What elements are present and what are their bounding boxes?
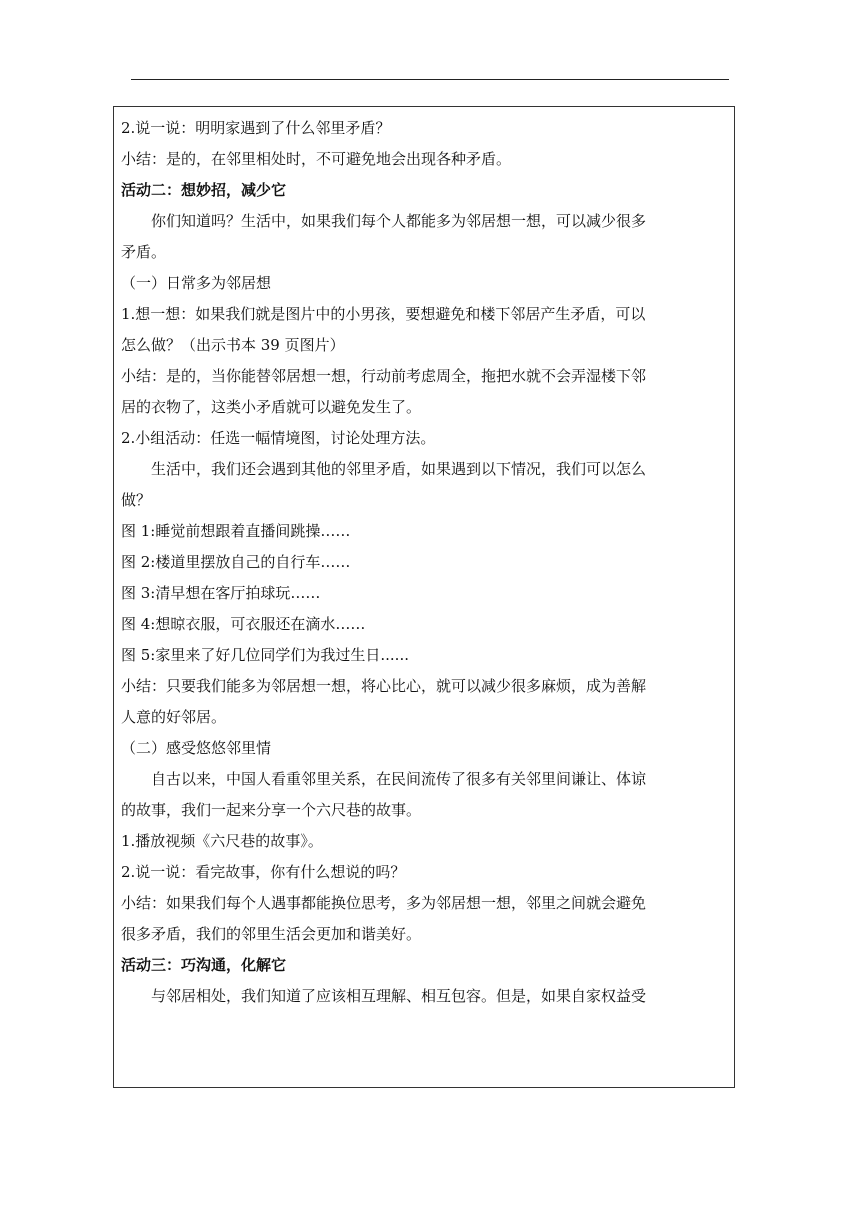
text-line: 图 3:清早想在客厅拍球玩…… — [121, 584, 321, 602]
text-line: 1.播放视频《六尺巷的故事》。 — [121, 832, 323, 850]
text-line: 与邻居相处，我们知道了应该相互理解、相互包容。但是，如果自家权益受 — [151, 987, 647, 1005]
text-line: （二）感受悠悠邻里情 — [121, 739, 272, 757]
text-line: 2.说一说：看完故事，你有什么想说的吗？ — [121, 863, 406, 881]
text-line: 怎么做？（出示书本 39 页图片） — [121, 336, 345, 354]
text-line: 的故事，我们一起来分享一个六尺巷的故事。 — [121, 801, 422, 819]
text-line: 1.想一想：如果我们就是图片中的小男孩，要想避免和楼下邻居产生矛盾，可以 — [121, 305, 646, 323]
text-line: 图 2:楼道里摆放自己的自行车…… — [121, 553, 351, 571]
lesson-table-cell — [113, 106, 735, 1088]
section-heading: 活动二：想妙招，减少它 — [121, 181, 287, 199]
text-line: 矛盾。 — [121, 243, 167, 261]
text-line: 图 5:家里来了好几位同学们为我过生日...... — [121, 646, 409, 664]
text-line: 图 1:睡觉前想跟着直播间跳操…… — [121, 522, 351, 540]
text-line: 你们知道吗？生活中，如果我们每个人都能多为邻居想一想，可以减少很多 — [151, 212, 647, 230]
header-rule — [131, 79, 729, 80]
text-line: 图 4:想晾衣服，可衣服还在滴水…… — [121, 615, 366, 633]
text-line: 人意的好邻居。 — [121, 708, 227, 726]
text-line: 很多矛盾，我们的邻里生活会更加和谐美好。 — [121, 925, 422, 943]
text-line: 自古以来，中国人看重邻里关系，在民间流传了很多有关邻里间谦让、体谅 — [151, 770, 647, 788]
text-line: （一）日常多为邻居想 — [121, 274, 272, 292]
text-line: 小结：只要我们能多为邻居想一想，将心比心，就可以减少很多麻烦，成为善解 — [121, 677, 647, 695]
text-line: 小结：是的，当你能替邻居想一想，行动前考虑周全，拖把水就不会弄湿楼下邻 — [121, 367, 647, 385]
text-line: 2.说一说：明明家遇到了什么邻里矛盾？ — [121, 119, 391, 137]
text-line: 生活中，我们还会遇到其他的邻里矛盾，如果遇到以下情况，我们可以怎么 — [151, 460, 647, 478]
section-heading: 活动三：巧沟通，化解它 — [121, 956, 287, 974]
text-line: 小结：如果我们每个人遇事都能换位思考，多为邻居想一想，邻里之间就会避免 — [121, 894, 647, 912]
lesson-content — [121, 113, 729, 1012]
text-line: 2.小组活动：任选一幅情境图，讨论处理方法。 — [121, 429, 436, 447]
text-line: 做？ — [121, 491, 152, 509]
text-line: 小结：是的，在邻里相处时，不可避免地会出现各种矛盾。 — [121, 150, 512, 168]
text-line: 居的衣物了，这类小矛盾就可以避免发生了。 — [121, 398, 422, 416]
